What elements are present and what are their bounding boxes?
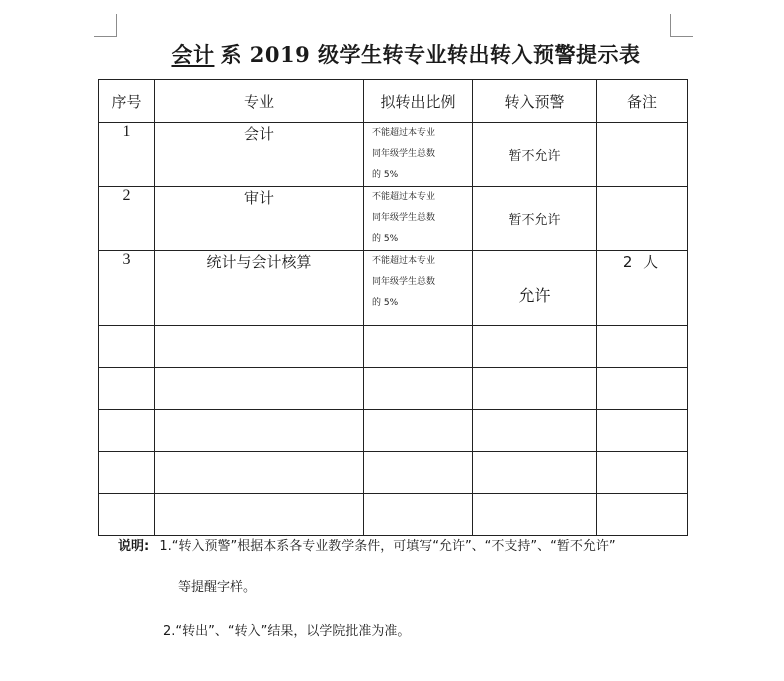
crop-mark-top-left-vertical [116,14,117,36]
warning-table [98,79,688,536]
row-note [597,187,688,251]
empty-cell [155,452,364,494]
empty-cell [364,368,473,410]
row-major: 审计 [155,187,364,251]
empty-row [99,410,688,452]
header-major: 专业 [155,80,364,123]
empty-cell [364,410,473,452]
empty-cell [597,326,688,368]
empty-cell [155,410,364,452]
empty-cell [473,368,597,410]
table-header-row [99,80,688,123]
empty-cell [99,410,155,452]
header-note: 备注 [597,80,688,123]
empty-cell [99,326,155,368]
note-item-1-continued: 等提醒字样。 [178,580,257,595]
title-text: 系 2019 级学生转专业转出转入预警提示表 [220,42,641,67]
ratio-line: 的 5% [372,170,399,180]
empty-row [99,368,688,410]
row-index: 2 [99,187,155,251]
empty-cell [473,452,597,494]
row-ratio [364,123,473,187]
crop-mark-top-right-horizontal [670,36,693,37]
empty-cell [597,368,688,410]
empty-cell [364,494,473,536]
empty-cell [473,326,597,368]
empty-row [99,326,688,368]
row-note [597,123,688,187]
ratio-line: 的 5% [372,234,399,244]
empty-cell [155,368,364,410]
row-warning: 允许 [473,251,597,326]
table-row [99,123,688,187]
empty-row [99,452,688,494]
row-ratio [364,251,473,326]
empty-cell [597,410,688,452]
row-note: 2 人 [597,251,688,326]
row-warning: 暂不允许 [473,123,597,187]
row-index: 3 [99,251,155,326]
page-title [0,40,784,70]
note-item-2: 2.“转出”、“转入”结果，以学院批准为准。 [163,624,411,639]
crop-mark-top-right-vertical [670,14,671,36]
empty-cell [155,494,364,536]
empty-cell [99,452,155,494]
ratio-line: 的 5% [372,298,399,308]
table-row [99,251,688,326]
row-major: 会计 [155,123,364,187]
empty-cell [597,494,688,536]
ratio-line: 不能超过本专业 [372,256,436,266]
empty-cell [99,368,155,410]
table-row [99,187,688,251]
empty-cell [597,452,688,494]
header-ratio: 拟转出比例 [364,80,473,123]
notes-line-1 [118,535,616,554]
ratio-line: 同年级学生总数 [372,277,436,287]
empty-cell [364,326,473,368]
empty-cell [473,410,597,452]
header-index: 序号 [99,80,155,123]
department-name: 会计 [171,42,215,67]
ratio-line: 同年级学生总数 [372,149,436,159]
empty-cell [99,494,155,536]
notes-line-2 [178,576,256,595]
ratio-line: 同年级学生总数 [372,213,436,223]
empty-cell [364,452,473,494]
notes-label: 说明: [118,539,150,554]
header-warning: 转入预警 [473,80,597,123]
row-major: 统计与会计核算 [155,251,364,326]
crop-mark-top-left-horizontal [94,36,117,37]
empty-row [99,494,688,536]
row-index: 1 [99,123,155,187]
empty-cell [473,494,597,536]
row-ratio [364,187,473,251]
note-item-1: 1.“转入预警”根据本系各专业教学条件，可填写“允许”、“不支持”、“暂不允许” [159,539,616,554]
notes-line-3 [163,620,410,639]
empty-cell [155,326,364,368]
ratio-line: 不能超过本专业 [372,128,436,138]
row-warning: 暂不允许 [473,187,597,251]
ratio-line: 不能超过本专业 [372,192,436,202]
